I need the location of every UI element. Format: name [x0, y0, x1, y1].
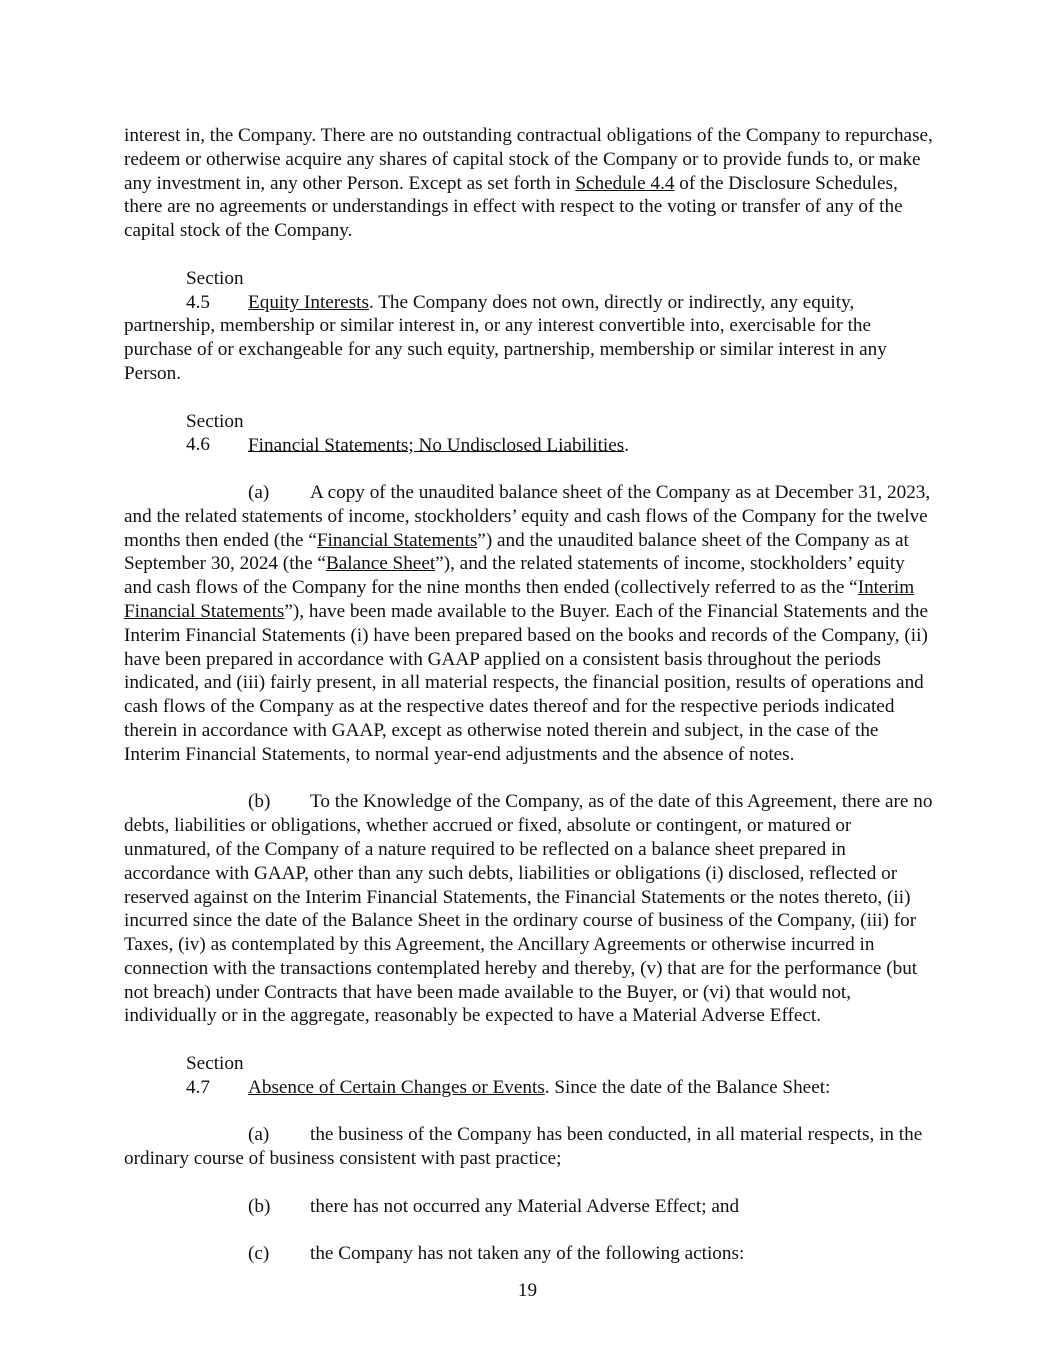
- section-number: Section 4.7: [186, 1053, 244, 1098]
- section-number: Section 4.6: [186, 410, 244, 456]
- schedule-reference: Schedule 4.4: [575, 172, 675, 194]
- section-heading: Financial Statements; No Undisclosed Liabilities: [248, 434, 625, 456]
- document-page: [124, 124, 934, 1266]
- section-4-7: [124, 1052, 934, 1100]
- section-body: . The Company does not own, directly or indirectly, any equity, partnership, membership or similar interest in, or any interest convertible into, exercisable for the purchase of or exchangeable for any such equity, partnership, membership or similar interest in any Person.: [124, 291, 887, 384]
- section-number: Section 4.5: [186, 267, 244, 313]
- section-heading: Absence of Certain Changes or Events: [248, 1076, 545, 1098]
- section-4-7-a: (a) the business of the Company has been conducted, in all material respects, in the ordinary course of business consistent with past practice;: [124, 1124, 923, 1170]
- section-4-7-b: (b) there has not occurred any Material Adverse Effect; and: [248, 1195, 740, 1217]
- clause-label: (b): [248, 791, 271, 813]
- section-heading: Equity Interests: [248, 291, 369, 313]
- intro-paragraph: interest in, the Company. There are no outstanding contractual obligations of the Company to repurchase, redeem or otherwise acquire any shares of capital stock of the Company or to provide funds to, or make any investment in, any other Person. Except as set forth in Schedule 4.4 of the Disclosure Schedules, there are no agreements or understandings in effect with respect to the voting or transfer of any of the capital stock of the Company.: [124, 125, 933, 242]
- page-number: 19: [517, 1280, 538, 1301]
- defined-term: Financial Statements: [316, 529, 478, 551]
- defined-term: Interim Financial Statements: [124, 577, 915, 622]
- clause-label: (c): [248, 1243, 270, 1265]
- section-4-7-c: (c) the Company has not taken any of the following actions:: [248, 1243, 745, 1265]
- section-body: . Since the date of the Balance Sheet:: [544, 1076, 831, 1098]
- section-4-6-b: (b) To the Knowledge of the Company, as of the date of this Agreement, there are no debts, liabilities or obligations, whether accrued or fixed, absolute or contingent, or matured or unmatured, of the Company of a nature required to be reflected on a balance sheet prepared in accordance with GAAP, other than any such debts, liabilities or obligations (i) disclosed, reflected or reserved against on the Interim Financial Statements, the Financial Statements or the notes thereto, (ii) incurred since the date of the Balance Sheet in the ordinary course of business of the Company, (iii) for Taxes, (iv) as contemplated by this Agreement, the Ancillary Agreements or otherwise incurred in connection with the transactions contemplated hereby and thereby, (v) that are for the performance (but not breach) under Contracts that have been made available to the Buyer, or (vi) that would not, individually or in the aggregate, reasonably be expected to have a Material Adverse Effect.: [124, 791, 933, 1027]
- clause-label: (b): [248, 1195, 271, 1217]
- defined-term: Balance Sheet: [325, 553, 436, 575]
- section-4-6: Section 4.6 Financial Statements; No Undisclosed Liabilities.: [124, 410, 934, 458]
- section-4-6-a: (a) A copy of the unaudited balance sheet of the Company as at December 31, 2023, and the related statements of income, stockholders’ equity and cash flows of the Company for the twelve months then ended (the “Financial Statements”) and the unaudited balance sheet of the Company as at September 30, 2024 (the “Balance Sheet”), and the related statements of income, stockholders’ equity and cash flows of the Company for the nine months then ended (collectively referred to as the “Interim Financial Statements”), have been made available to the Buyer. Each of the Financial Statements and the Interim Financial Statements (i) have been prepared based on the books and records of the Company, (ii) have been prepared in accordance with GAAP applied on a consistent basis throughout the periods indicated, and (iii) fairly present, in all material respects, the financial position, results of operations and cash flows of the Company as at the respective dates thereof and for the respective periods indicated therein in accordance with GAAP, except as otherwise noted therein and subject, in the case of the Interim Financial Statements, to normal year-end adjustments and the absence of notes.: [124, 481, 931, 765]
- clause-label: (a): [248, 1124, 270, 1146]
- clause-label: (a): [248, 481, 270, 503]
- section-4-5: [124, 267, 934, 386]
